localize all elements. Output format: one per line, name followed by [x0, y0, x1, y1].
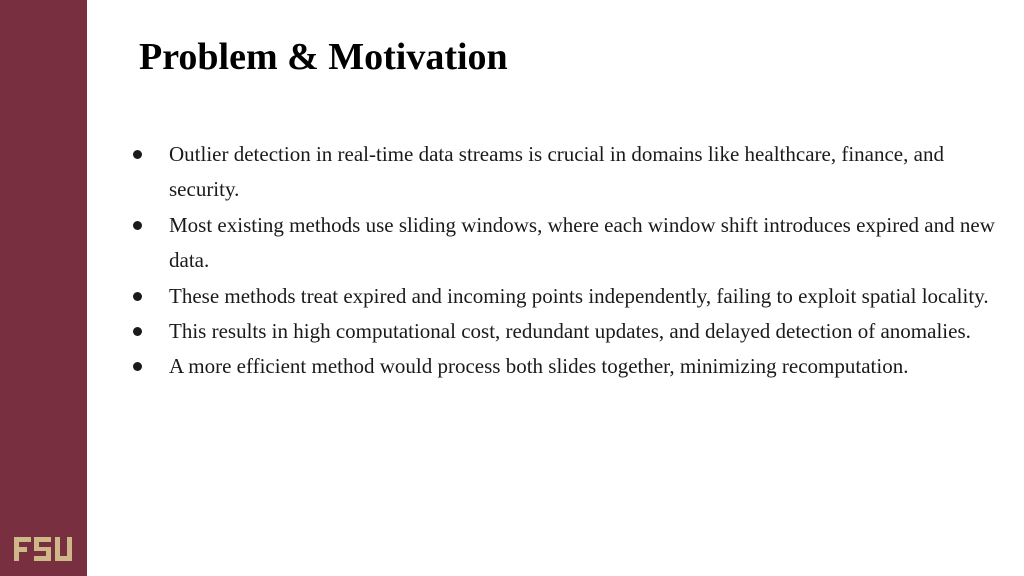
bullet-item [130, 314, 1000, 349]
bullet-dot-icon [133, 327, 142, 336]
bullet-text: This results in high computational cost, redundant updates, and delayed detection of anomalies. [169, 319, 971, 344]
bullet-item [130, 349, 1000, 384]
bullet-dot-icon [133, 292, 142, 301]
bullet-dot-icon [133, 221, 142, 230]
fsu-logo-mark [13, 534, 75, 564]
sidebar-band [0, 0, 87, 576]
bullet-dot-icon [133, 150, 142, 159]
bullet-item [130, 137, 1000, 208]
slide-title: Problem & Motivation [139, 36, 508, 78]
bullet-dot-icon [133, 362, 142, 371]
bullet-text: A more efficient method would process both slides together, minimizing recomputation. [169, 354, 909, 379]
bullet-text: Most existing methods use sliding windows, where each window shift introduces expired and new data. [169, 212, 995, 273]
bullet-item [130, 279, 1000, 314]
bullet-text: Outlier detection in real-time data streams is crucial in domains like healthcare, finance, and security. [169, 142, 944, 202]
fsu-logo [13, 534, 75, 564]
bullet-item [130, 208, 1000, 279]
bullet-list [130, 137, 1000, 385]
bullet-text: These methods treat expired and incoming points independently, failing to exploit spatial locality. [169, 283, 989, 308]
